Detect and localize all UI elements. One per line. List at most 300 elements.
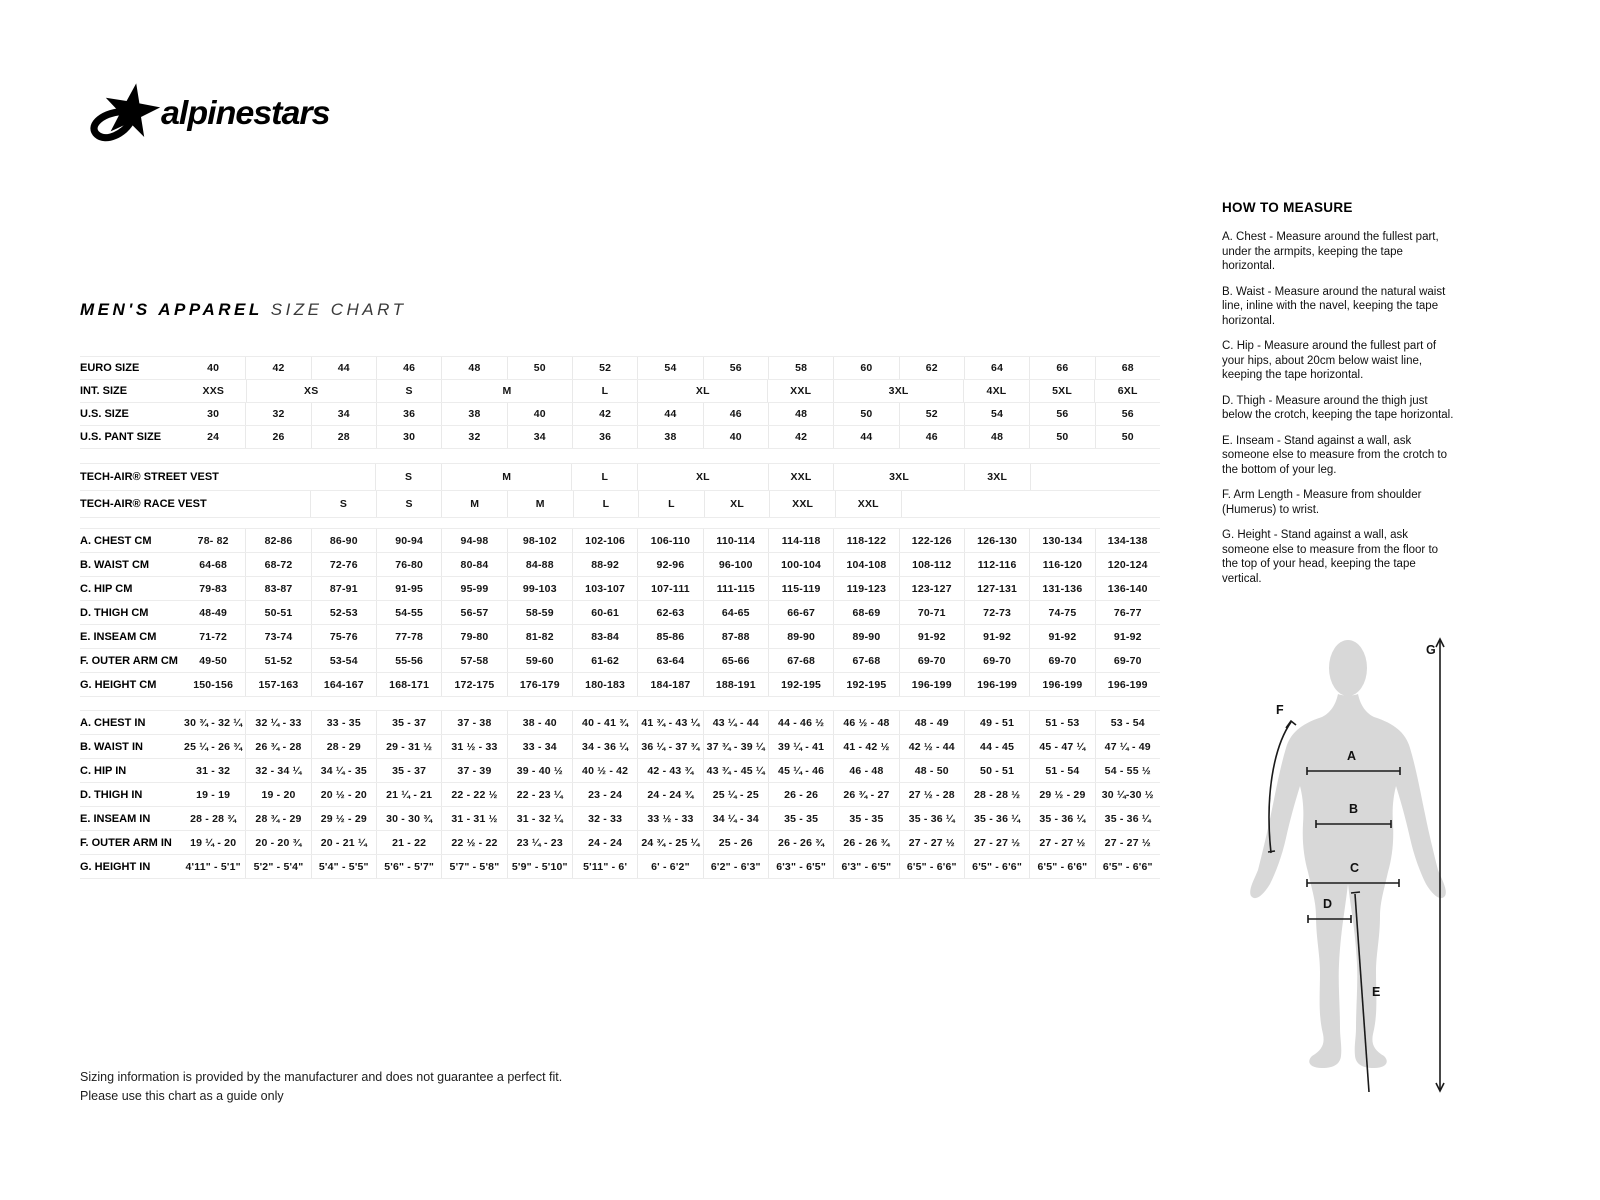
size-cell: 33 - 35 xyxy=(311,711,376,734)
size-cell: 90-94 xyxy=(376,529,441,552)
row-label: G. HEIGHT CM xyxy=(80,678,157,691)
size-cell: 85-86 xyxy=(637,625,702,648)
size-cell: 32 xyxy=(441,426,506,448)
size-cell: 71-72 xyxy=(199,630,228,643)
size-cell: XL xyxy=(637,380,767,402)
size-cell: 28 xyxy=(311,426,376,448)
row-label: A. CHEST CM xyxy=(80,534,152,547)
size-cell: 192-195 xyxy=(833,673,898,696)
size-cell: 48 - 50 xyxy=(899,759,964,782)
size-cell: 68-72 xyxy=(245,553,310,576)
table-row xyxy=(80,783,1160,807)
size-cell: M xyxy=(441,380,571,402)
size-cell: 98-102 xyxy=(507,529,572,552)
table-group-3 xyxy=(80,710,1160,879)
size-cell: 6'5" - 6'6" xyxy=(1095,855,1160,878)
size-cell: 172-175 xyxy=(441,673,506,696)
size-cell: 68-69 xyxy=(833,601,898,624)
alpinestars-star-icon xyxy=(85,80,165,146)
size-cell: 5'11" - 6' xyxy=(572,855,637,878)
size-cell: 89-90 xyxy=(768,625,833,648)
figure-label-thigh: D xyxy=(1323,897,1333,911)
page-title-sub: SIZE CHART xyxy=(270,300,407,319)
size-cell: 130-134 xyxy=(1029,529,1094,552)
size-cell: 4XL xyxy=(963,380,1029,402)
size-cell: 53-54 xyxy=(311,649,376,672)
size-cell: 35 - 37 xyxy=(376,759,441,782)
size-cell: 65-66 xyxy=(703,649,768,672)
figure-label-chest: A xyxy=(1347,749,1357,763)
measure-instruction-hip: C. Hip - Measure around the fullest part of your hips, about 20cm below waist line, keeping the tape horizontal. xyxy=(1222,340,1437,381)
row-label: C. HIP CM xyxy=(80,582,133,595)
size-cell: 114-118 xyxy=(768,529,833,552)
size-cell: 56-57 xyxy=(441,601,506,624)
figure-label-arm: F xyxy=(1276,703,1284,717)
size-cell: 46 xyxy=(703,403,768,425)
size-cell: L xyxy=(572,380,638,402)
size-cell: 35 - 36 ¼ xyxy=(1029,807,1094,830)
size-cell: 44 xyxy=(311,357,376,379)
size-cell: 116-120 xyxy=(1029,553,1094,576)
size-cell: 6'5" - 6'6" xyxy=(1029,855,1094,878)
size-cell: 63-64 xyxy=(637,649,702,672)
body-figure xyxy=(1228,618,1468,1103)
size-cell: 42 - 43 ¾ xyxy=(637,759,702,782)
size-cell: 48-49 xyxy=(199,606,228,619)
size-cell: 115-119 xyxy=(768,577,833,600)
size-cell: 59-60 xyxy=(507,649,572,672)
size-cell: 40 xyxy=(507,403,572,425)
size-cell: 91-92 xyxy=(899,625,964,648)
size-cell: 43 ¼ - 44 xyxy=(703,711,768,734)
size-cell: 41 - 42 ½ xyxy=(833,735,898,758)
size-cell: 44 - 45 xyxy=(964,735,1029,758)
size-cell: 40 ½ - 42 xyxy=(572,759,637,782)
measure-instruction-inseam: E. Inseam - Stand against a wall, ask someone else to measure from the crotch to the bottom of your leg. xyxy=(1222,434,1447,476)
size-cell: 27 ½ - 28 xyxy=(899,783,964,806)
measure-instruction-thigh: D. Thigh - Measure around the thigh just below the crotch, keeping the tape horizontal. xyxy=(1222,394,1454,421)
size-cell: 184-187 xyxy=(637,673,702,696)
size-cell: 110-114 xyxy=(703,529,768,552)
size-cell: 5'9" - 5'10" xyxy=(507,855,572,878)
size-cell: 5'4" - 5'5" xyxy=(311,855,376,878)
size-cell: 196-199 xyxy=(1095,673,1160,696)
size-cell: 106-110 xyxy=(637,529,702,552)
measure-instruction-height: G. Height - Stand against a wall, ask someone else to measure from the floor to the top of your head, keeping the tape vertical. xyxy=(1222,529,1439,585)
size-cell: 56 xyxy=(1095,403,1160,425)
table-row xyxy=(80,464,1160,491)
size-cell: 49-50 xyxy=(199,654,228,667)
size-cell: 35 - 37 xyxy=(376,711,441,734)
size-cell: 50 xyxy=(833,403,898,425)
size-cell: 20 - 20 ¾ xyxy=(245,831,310,854)
size-cell: 107-111 xyxy=(637,577,702,600)
table-row xyxy=(80,601,1160,625)
size-cell: 74-75 xyxy=(1029,601,1094,624)
size-cell: 26 - 26 ¾ xyxy=(833,831,898,854)
size-cell: 196-199 xyxy=(899,673,964,696)
size-cell: 103-107 xyxy=(572,577,637,600)
size-cell: L xyxy=(573,491,639,517)
size-cell: 26 xyxy=(245,426,310,448)
empty-cell xyxy=(180,491,310,517)
size-cell: 51 - 53 xyxy=(1029,711,1094,734)
size-cell: 60 xyxy=(833,357,898,379)
footer-line-1: Sizing information is provided by the manufacturer and does not guarantee a perfect fit. xyxy=(80,1070,563,1084)
measure-instruction-waist: B. Waist - Measure around the natural waist line, inline with the navel, keeping the tape horizontal. xyxy=(1222,285,1446,327)
size-cell: 67-68 xyxy=(833,649,898,672)
size-cell: 6' - 6'2" xyxy=(637,855,702,878)
size-cell: 32 ¼ - 33 xyxy=(245,711,310,734)
size-cell: 46 - 48 xyxy=(833,759,898,782)
size-cell: 34 - 36 ¼ xyxy=(572,735,637,758)
size-cell: 108-112 xyxy=(899,553,964,576)
table-row xyxy=(80,831,1160,855)
page-title-main: MEN'S APPAREL xyxy=(80,300,263,319)
size-cell: 53 - 54 xyxy=(1095,711,1160,734)
size-cell: 48 xyxy=(768,403,833,425)
size-cell: 67-68 xyxy=(768,649,833,672)
size-cell: 22 - 22 ½ xyxy=(441,783,506,806)
table-row xyxy=(80,735,1160,759)
size-cell: 28 - 28 ¾ xyxy=(190,812,237,825)
row-label: U.S. PANT SIZE xyxy=(80,431,162,443)
size-cell: 75-76 xyxy=(311,625,376,648)
size-cell: XS xyxy=(246,380,376,402)
size-cell: 104-108 xyxy=(833,553,898,576)
size-cell: 196-199 xyxy=(964,673,1029,696)
size-cell: 6'5" - 6'6" xyxy=(899,855,964,878)
size-cell: 56 xyxy=(703,357,768,379)
size-cell: 28 - 28 ½ xyxy=(964,783,1029,806)
row-label: TECH-AIR® STREET VEST xyxy=(80,471,219,483)
size-cell: 64-68 xyxy=(199,558,228,571)
size-cell: 168-171 xyxy=(376,673,441,696)
size-cell: 4'11" - 5'1" xyxy=(185,860,241,873)
size-cell: 26 ¾ - 28 xyxy=(245,735,310,758)
size-cell: 43 ¾ - 45 ¼ xyxy=(703,759,768,782)
size-cell: L xyxy=(571,464,637,490)
size-cell: 69-70 xyxy=(1029,649,1094,672)
size-cell: S xyxy=(376,491,442,517)
size-cell: 42 xyxy=(572,403,637,425)
size-cell: 96-100 xyxy=(703,553,768,576)
size-cell: 46 ½ - 48 xyxy=(833,711,898,734)
size-cell: 26 - 26 ¾ xyxy=(768,831,833,854)
size-cell: 131-136 xyxy=(1029,577,1094,600)
size-cell: 50 xyxy=(1095,426,1160,448)
size-cell: 31 - 32 ¼ xyxy=(507,807,572,830)
size-cell: 76-77 xyxy=(1095,601,1160,624)
size-cell: 48 xyxy=(441,357,506,379)
row-label: E. INSEAM CM xyxy=(80,630,157,643)
size-cell: 73-74 xyxy=(245,625,310,648)
figure-label-inseam: E xyxy=(1372,985,1381,999)
size-cell: 46 xyxy=(376,357,441,379)
size-cell: 196-199 xyxy=(1029,673,1094,696)
size-cell: 112-116 xyxy=(964,553,1029,576)
size-cell: 55-56 xyxy=(376,649,441,672)
size-cell: 111-115 xyxy=(703,577,768,600)
size-cell: 6XL xyxy=(1094,380,1160,402)
size-cell: 27 - 27 ½ xyxy=(899,831,964,854)
size-cell: XXL xyxy=(767,380,833,402)
size-cell: 28 ¾ - 29 xyxy=(245,807,310,830)
size-cell: 86-90 xyxy=(311,529,376,552)
size-cell: M xyxy=(507,491,573,517)
size-cell: 80-84 xyxy=(441,553,506,576)
size-cell: XL xyxy=(637,464,767,490)
size-cell: 44 - 46 ½ xyxy=(768,711,833,734)
size-cell: 81-82 xyxy=(507,625,572,648)
size-cell: M xyxy=(441,464,571,490)
size-cell: 30 xyxy=(207,408,220,420)
size-cell: 37 ¾ - 39 ¼ xyxy=(703,735,768,758)
size-cell: 54 - 55 ½ xyxy=(1095,759,1160,782)
size-cell: 48 xyxy=(964,426,1029,448)
size-cell: 54 xyxy=(964,403,1029,425)
size-cell: 99-103 xyxy=(507,577,572,600)
size-cell: 52 xyxy=(899,403,964,425)
size-cell: 30 - 30 ¾ xyxy=(376,807,441,830)
size-cell: 91-92 xyxy=(964,625,1029,648)
size-cell: 27 - 27 ½ xyxy=(964,831,1029,854)
size-cell: 30 ¼-30 ½ xyxy=(1095,783,1160,806)
size-cell: 30 ¾ - 32 ¼ xyxy=(184,716,243,729)
how-to-measure-panel xyxy=(1222,200,1454,597)
size-cell: 69-70 xyxy=(1095,649,1160,672)
size-cell: 134-138 xyxy=(1095,529,1160,552)
size-cell: 6'5" - 6'6" xyxy=(964,855,1029,878)
size-cell: 32 - 33 xyxy=(572,807,637,830)
logo-wordmark: alpinestars xyxy=(161,93,330,132)
size-cell: M xyxy=(441,491,507,517)
figure-label-hip: C xyxy=(1350,861,1360,875)
size-cell: XXL xyxy=(835,491,901,517)
size-cell: 31 - 32 xyxy=(196,764,231,777)
size-cell: 36 xyxy=(376,403,441,425)
size-cell: 123-127 xyxy=(899,577,964,600)
size-cell: 47 ¼ - 49 xyxy=(1095,735,1160,758)
size-table xyxy=(80,356,1160,879)
size-cell: 37 - 38 xyxy=(441,711,506,734)
panel-heading: HOW TO MEASURE xyxy=(1222,200,1353,215)
size-cell: 35 - 36 ¼ xyxy=(899,807,964,830)
size-cell: 72-76 xyxy=(311,553,376,576)
empty-cell xyxy=(1030,464,1160,490)
size-cell: 29 ½ - 29 xyxy=(311,807,376,830)
row-label: U.S. SIZE xyxy=(80,408,129,420)
size-cell: 77-78 xyxy=(376,625,441,648)
size-cell: 32 - 34 ¼ xyxy=(245,759,310,782)
size-cell: 94-98 xyxy=(441,529,506,552)
size-cell: 26 ¾ - 27 xyxy=(833,783,898,806)
size-cell: 3XL xyxy=(964,464,1030,490)
measure-instruction-chest: A. Chest - Measure around the fullest part, under the armpits, keeping the tape horizontal. xyxy=(1222,231,1439,272)
size-cell: 26 - 26 xyxy=(768,783,833,806)
size-cell: 51-52 xyxy=(245,649,310,672)
size-cell: 57-58 xyxy=(441,649,506,672)
size-cell: 3XL xyxy=(833,464,963,490)
size-cell: 79-83 xyxy=(199,582,228,595)
size-cell: 79-80 xyxy=(441,625,506,648)
size-cell: 88-92 xyxy=(572,553,637,576)
size-cell: 33 ½ - 33 xyxy=(637,807,702,830)
size-cell: 22 - 23 ¼ xyxy=(507,783,572,806)
size-cell: 24 - 24 ¾ xyxy=(637,783,702,806)
size-cell: 5'2" - 5'4" xyxy=(245,855,310,878)
size-cell: 40 - 41 ¾ xyxy=(572,711,637,734)
size-cell: 118-122 xyxy=(833,529,898,552)
size-cell: 38 xyxy=(441,403,506,425)
size-cell: 157-163 xyxy=(245,673,310,696)
size-cell: 91-95 xyxy=(376,577,441,600)
size-cell: 6'2" - 6'3" xyxy=(703,855,768,878)
size-cell: 68 xyxy=(1095,357,1160,379)
table-row xyxy=(80,649,1160,673)
size-cell: 64-65 xyxy=(703,601,768,624)
size-cell: 24 xyxy=(207,431,220,443)
table-row xyxy=(80,426,1160,449)
row-label: D. THIGH CM xyxy=(80,606,149,619)
size-cell: 122-126 xyxy=(899,529,964,552)
size-cell: 76-80 xyxy=(376,553,441,576)
row-label: E. INSEAM IN xyxy=(80,812,151,825)
table-row xyxy=(80,673,1160,697)
size-cell: 19 - 20 xyxy=(245,783,310,806)
size-cell: 3XL xyxy=(833,380,963,402)
size-cell: 100-104 xyxy=(768,553,833,576)
size-cell: 66-67 xyxy=(768,601,833,624)
table-row xyxy=(80,711,1160,735)
size-cell: 87-91 xyxy=(311,577,376,600)
size-cell: 32 xyxy=(245,403,310,425)
table-row xyxy=(80,380,1160,403)
alpinestars-logo xyxy=(85,80,330,146)
size-cell: 31 - 31 ½ xyxy=(441,807,506,830)
size-cell: 61-62 xyxy=(572,649,637,672)
size-cell: 50 - 51 xyxy=(964,759,1029,782)
size-cell: 31 ½ - 33 xyxy=(441,735,506,758)
size-cell: 25 - 26 xyxy=(703,831,768,854)
size-cell: 23 - 24 xyxy=(572,783,637,806)
size-cell: 62-63 xyxy=(637,601,702,624)
size-cell: 20 ½ - 20 xyxy=(311,783,376,806)
size-cell: 25 ¼ - 26 ¾ xyxy=(184,740,243,753)
size-cell: 39 ¼ - 41 xyxy=(768,735,833,758)
size-cell: 29 - 31 ½ xyxy=(376,735,441,758)
size-cell: 36 ¼ - 37 ¾ xyxy=(637,735,702,758)
size-cell: 45 - 47 ¼ xyxy=(1029,735,1094,758)
size-cell: 54 xyxy=(637,357,702,379)
size-cell: 52-53 xyxy=(311,601,376,624)
size-cell: XXL xyxy=(769,491,835,517)
row-label: F. OUTER ARM CM xyxy=(80,654,178,667)
measure-instruction-arm: F. Arm Length - Measure from shoulder (Humerus) to wrist. xyxy=(1222,489,1422,516)
page-title xyxy=(80,300,407,320)
size-cell: 126-130 xyxy=(964,529,1029,552)
size-cell: 95-99 xyxy=(441,577,506,600)
size-cell: 38 xyxy=(637,426,702,448)
figure-label-waist: B xyxy=(1349,802,1359,816)
size-cell: 24 - 24 xyxy=(572,831,637,854)
footer-line-2: Please use this chart as a guide only xyxy=(80,1089,284,1103)
row-label: F. OUTER ARM IN xyxy=(80,836,172,849)
size-cell: 21 ¼ - 21 xyxy=(376,783,441,806)
size-cell: S xyxy=(376,380,442,402)
size-cell: 72-73 xyxy=(964,601,1029,624)
row-label: A. CHEST IN xyxy=(80,716,146,729)
row-label: EURO SIZE xyxy=(80,362,140,374)
size-cell: 35 - 36 ¼ xyxy=(964,807,1029,830)
size-cell: 60-61 xyxy=(572,601,637,624)
size-cell: 24 ¾ - 25 ¼ xyxy=(637,831,702,854)
size-cell: 69-70 xyxy=(899,649,964,672)
size-cell: 78- 82 xyxy=(197,534,229,547)
row-label: B. WAIST CM xyxy=(80,558,150,571)
size-cell: 44 xyxy=(833,426,898,448)
table-group-2 xyxy=(80,528,1160,697)
empty-cell xyxy=(901,491,1160,517)
size-cell: 91-92 xyxy=(1095,625,1160,648)
size-cell: 180-183 xyxy=(572,673,637,696)
size-cell: XXL xyxy=(768,464,834,490)
size-cell: 19 - 19 xyxy=(196,788,231,801)
size-cell: 35 - 35 xyxy=(768,807,833,830)
size-cell: 25 ¼ - 25 xyxy=(703,783,768,806)
size-cell: 34 ¼ - 34 xyxy=(703,807,768,830)
size-cell: 54-55 xyxy=(376,601,441,624)
table-row xyxy=(80,553,1160,577)
size-cell: 34 xyxy=(311,403,376,425)
size-cell: 119-123 xyxy=(833,577,898,600)
size-cell: 29 ½ - 29 xyxy=(1029,783,1094,806)
size-cell: XXS xyxy=(202,385,225,397)
size-cell: 20 - 21 ¼ xyxy=(311,831,376,854)
size-cell: 36 xyxy=(572,426,637,448)
size-cell: 46 xyxy=(899,426,964,448)
size-cell: 37 - 39 xyxy=(441,759,506,782)
table-row xyxy=(80,577,1160,601)
size-cell: 192-195 xyxy=(768,673,833,696)
size-cell: 48 - 49 xyxy=(899,711,964,734)
size-cell: 52 xyxy=(572,357,637,379)
size-cell: 89-90 xyxy=(833,625,898,648)
table-group-0 xyxy=(80,356,1160,449)
size-cell: 82-86 xyxy=(245,529,310,552)
size-cell: 136-140 xyxy=(1095,577,1160,600)
table-row xyxy=(80,625,1160,649)
size-cell: 45 ¼ - 46 xyxy=(768,759,833,782)
size-cell: S xyxy=(310,491,376,517)
size-cell: 5'6" - 5'7" xyxy=(376,855,441,878)
size-cell: 34 xyxy=(507,426,572,448)
size-cell: 35 - 36 ¼ xyxy=(1095,807,1160,830)
size-cell: 84-88 xyxy=(507,553,572,576)
size-cell: 33 - 34 xyxy=(507,735,572,758)
row-label: C. HIP IN xyxy=(80,764,127,777)
size-cell: 6'3" - 6'5" xyxy=(833,855,898,878)
size-cell: 150-156 xyxy=(193,678,234,691)
size-cell: 83-87 xyxy=(245,577,310,600)
size-cell: 51 - 54 xyxy=(1029,759,1094,782)
size-cell: 42 xyxy=(245,357,310,379)
size-cell: 176-179 xyxy=(507,673,572,696)
size-cell: 28 - 29 xyxy=(311,735,376,758)
size-cell: 188-191 xyxy=(703,673,768,696)
size-cell: 49 - 51 xyxy=(964,711,1029,734)
size-cell: 58-59 xyxy=(507,601,572,624)
